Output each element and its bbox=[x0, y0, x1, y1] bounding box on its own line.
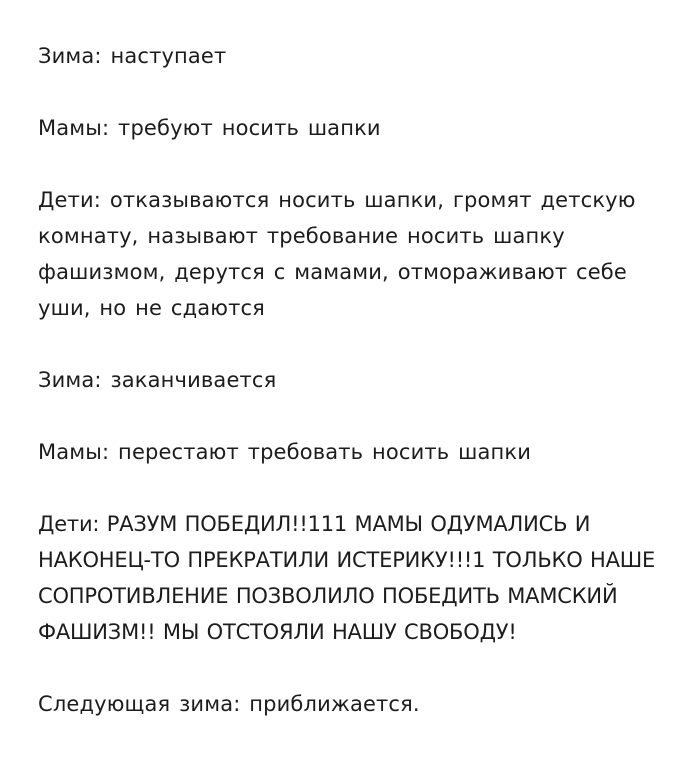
paragraph-moms-demand-hats: Мамы: требуют носить шапки bbox=[38, 116, 381, 140]
paragraph-next-winter: Следующая зима: приближается. bbox=[38, 692, 420, 716]
paragraph-winter-ends: Зима: заканчивается bbox=[38, 368, 277, 392]
paragraph-kids-victory: Дети: РАЗУМ ПОБЕДИЛ!!111 МАМЫ ОДУМАЛИСЬ И НАКОНЕЦ-ТО ПРЕКРАТИЛИ ИСТЕРИКУ!!!1 ТОЛЬКО НАШЕ СОПРОТИВЛЕНИЕ ПОЗВОЛИЛО ПОБЕДИТЬ МАМСКИЙ ФАШИЗМ!! МЫ ОТСТОЯЛИ НАШУ СВОБОДУ! bbox=[38, 512, 656, 644]
paragraph-winter-arrives: Зима: наступает bbox=[38, 44, 227, 68]
post-text bbox=[38, 38, 668, 722]
paragraph-moms-stop: Мамы: перестают требовать носить шапки bbox=[38, 440, 532, 464]
paragraph-kids-refuse: Дети: отказываются носить шапки, громят детскую комнату, называют требование носить шапку фашизмом, дерутся с мамами, отмораживают себе уши, но не сдаются bbox=[38, 188, 636, 320]
